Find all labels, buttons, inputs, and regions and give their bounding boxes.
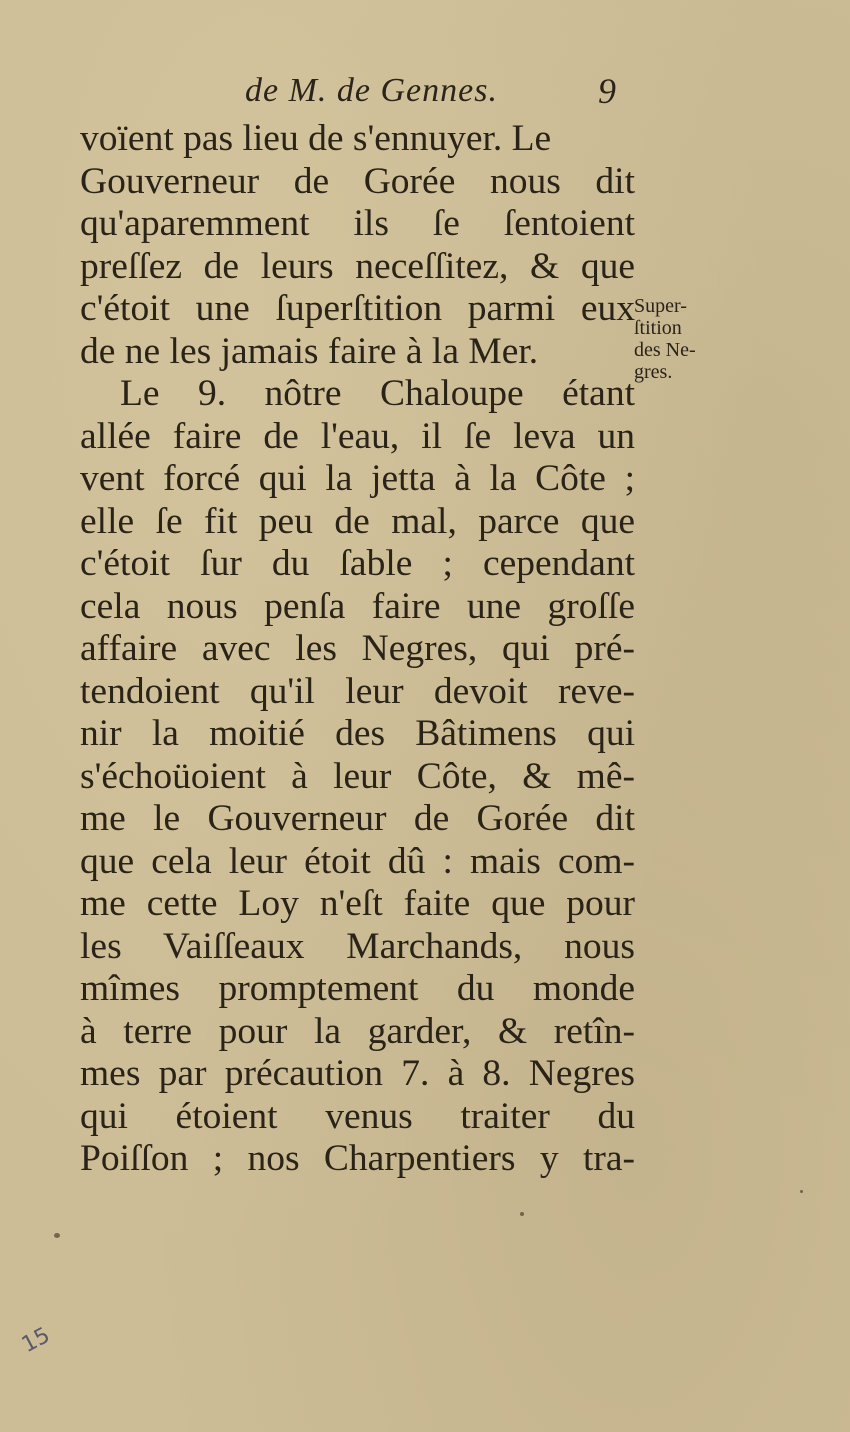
text-line: nir la moitié des Bâtimens qui (80, 713, 635, 754)
ink-speck (54, 1233, 60, 1238)
margin-note-line: ſtition (634, 317, 682, 339)
text-line: c'étoit une ſuperſtition parmi eux (80, 288, 635, 329)
text-line: c'étoit ſur du ſable ; cependant (80, 543, 635, 584)
text-line: mes par précaution 7. à 8. Negres (80, 1053, 635, 1094)
text-line: voïent pas lieu de s'ennuyer. Le (80, 118, 552, 159)
ink-speck (800, 1190, 803, 1193)
text-line: elle ſe fit peu de mal, parce que (80, 500, 635, 542)
text-line: Poiſſon ; nos Charpentiers y tra- (80, 1138, 635, 1179)
text-line: me le Gouverneur de Gorée dit (80, 798, 635, 839)
text-line: vent forcé qui la jetta à la Côte ; (80, 458, 635, 499)
margin-note-line: Super- (634, 295, 687, 317)
margin-note-line: gres. (634, 361, 673, 383)
text-line: allée faire de l'eau, il ſe leva un (80, 415, 635, 457)
text-line: de ne les jamais faire à la Mer. (80, 330, 539, 372)
text-line: à terre pour la garder, & retîn- (80, 1010, 635, 1052)
running-head: de M. de Gennes. (245, 72, 498, 109)
text-line: Le 9. nôtre Chaloupe étant (120, 373, 635, 414)
text-line: Gouverneur de Gorée nous dit (80, 160, 635, 202)
margin-note-line: des Ne- (634, 339, 696, 361)
text-line: me cette Loy n'eſt faite que pour (80, 883, 635, 924)
text-line: preſſez de leurs neceſſitez, & que (80, 245, 635, 287)
text-line: s'échoüoient à leur Côte, & mê- (80, 755, 635, 797)
text-line: cela nous penſa faire une groſſe (80, 585, 635, 627)
text-line: les Vaiſſeaux Marchands, nous (80, 925, 635, 967)
margin-note (634, 295, 734, 383)
handwritten-pencil-note: 15 (17, 1322, 55, 1359)
ink-speck (520, 1212, 524, 1216)
text-line: qui étoient venus traiter du (80, 1095, 635, 1137)
text-line: affaire avec les Negres, qui pré- (80, 628, 635, 669)
text-line: que cela leur étoit dû : mais com- (80, 840, 635, 882)
text-line: tendoient qu'il leur devoit reve- (80, 670, 635, 712)
text-line: mîmes promptement du monde (80, 968, 635, 1009)
text-line: qu'aparemment ils ſe ſentoient (80, 203, 635, 244)
page-number: 9 (598, 71, 616, 111)
